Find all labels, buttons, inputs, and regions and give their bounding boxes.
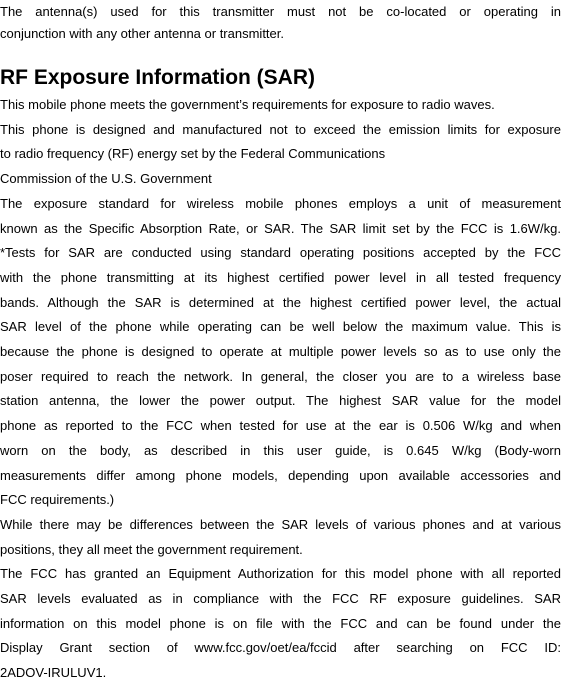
body-line: bands. Although the SAR is determined at the highest certified power level, the actual (0, 294, 561, 310)
body-line: because the phone is designed to operate at multiple power levels so as to use only the (0, 344, 561, 359)
intro-line-2: conjunction with any other antenna or transmitter. (0, 26, 284, 41)
body-line: measurements differ among phone models, depending upon available accessories and (0, 467, 561, 483)
body-line: The exposure standard for wireless mobile phones employs a unit of measurement (0, 195, 561, 211)
intro-line-1: The antenna(s) used for this transmitter must not be co-located or operating in (0, 4, 561, 19)
body-line: Display Grant section of www.fcc.gov/oet/ea/fccid after searching on FCC ID: (0, 640, 561, 656)
body-line: phone as reported to the FCC when tested for use at the ear is 0.506 W/kg and when (0, 418, 561, 434)
body-line: known as the Specific Absorption Rate, or SAR. The SAR limit set by the FCC is 1.6W/kg. (0, 220, 561, 236)
body-line: SAR level of the phone while operating can be well below the maximum value. This is (0, 319, 561, 335)
body-line: The FCC has granted an Equipment Authorization for this model phone with all reported (0, 566, 561, 582)
body-line: to radio frequency (RF) energy set by the Federal Communications (0, 146, 386, 162)
body-line: with the phone transmitting at its highest certified power level in all tested frequency (0, 269, 561, 285)
body-line: Commission of the U.S. Government (0, 171, 212, 187)
body-line: SAR levels evaluated as in compliance with the FCC RF exposure guidelines. SAR (0, 591, 561, 606)
body-line: information on this model phone is on file with the FCC and can be found under the (0, 615, 561, 631)
body-line: station antenna, the lower the power output. The highest SAR value for the model (0, 393, 561, 409)
body-line: This phone is designed and manufactured not to exceed the emission limits for exposure (0, 121, 561, 137)
body-line: FCC requirements.) (0, 492, 115, 508)
body-line: worn on the body, as described in this user guide, is 0.645 W/kg (Body-worn (0, 442, 561, 458)
body-line: *Tests for SAR are conducted using standard operating positions accepted by the FCC (0, 245, 561, 261)
body-line: This mobile phone meets the government’s requirements for exposure to radio waves. (0, 97, 495, 112)
body-line: While there may be differences between the SAR levels of various phones and at various (0, 516, 561, 532)
section-title: RF Exposure Information (SAR) (0, 66, 316, 89)
body-line: poser required to reach the network. In general, the closer you are to a wireless base (0, 368, 561, 384)
body-line: positions, they all meet the government requirement. (0, 541, 303, 557)
body-line: 2ADOV-IRULUV1. (0, 665, 107, 681)
